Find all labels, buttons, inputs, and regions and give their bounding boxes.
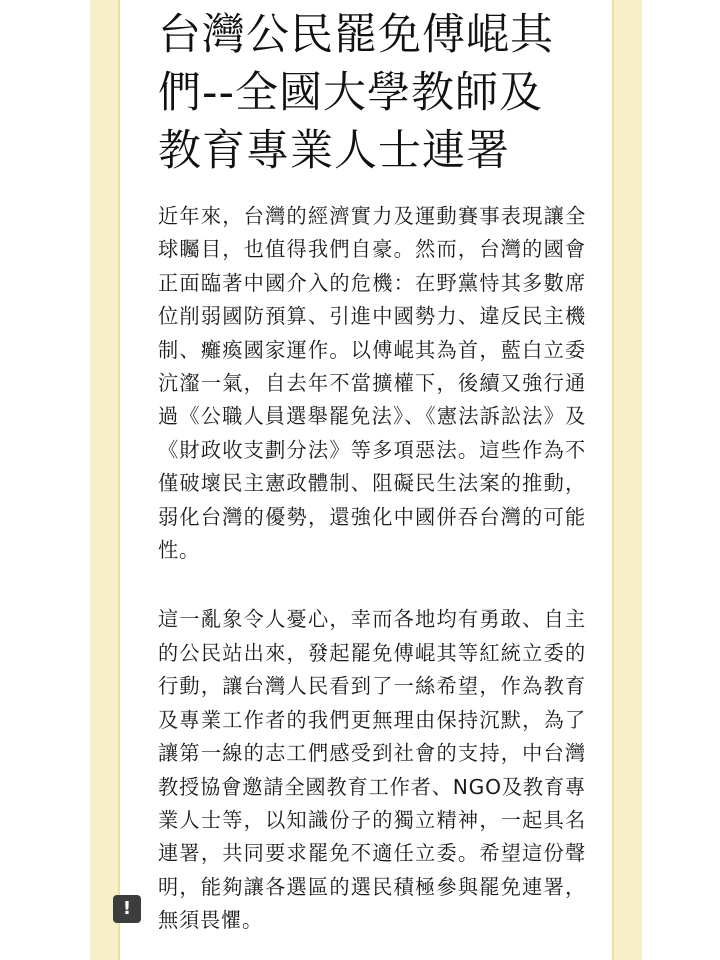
- article-title: 台灣公民罷免傅崐其們--全國大學教師及教育專業人士連署: [158, 10, 554, 176]
- article-paragraph-1: 近年來，台灣的經濟實力及運動賽事表現讓全球矚目，也值得我們自豪。然而，台灣的國會正面臨著中國介入的危機：在野黨恃其多數席位削弱國防預算、引進中國勢力、違反民主機制、癱瘓國家運作。以傅崐其為首，藍白立委沆瀣一氣，自去年不當擴權下，後續又強行通過《公職人員選舉罷免法》、《憲法訴訟法》及《財政收支劃分法》等多項惡法。這些作為不僅破壞民主憲政體制、阻礙民生法案的推動，弱化台灣的優勢，還強化中國併吞台灣的可能性。: [158, 204, 586, 563]
- left-side-band: [90, 0, 120, 960]
- exclamation-icon: !: [122, 898, 132, 919]
- article-paragraph-2: 這一亂象令人憂心，幸而各地均有勇敢、自主的公民站出來，發起罷免傅崐其等紅統立委的行動，讓台灣人民看到了一絲希望，作為教育及專業工作者的我們更無理由保持沉默，為了讓第一線的志工們感受到社會的支持，中台灣教授協會邀請全國教育工作者、NGO及教育專業人士等，以知識份子的獨立精神，一起具名連署，共同要求罷免不適任立委。希望這份聲明，能夠讓各選區的選民積極參與罷免連署，無須畏懼。: [158, 607, 586, 933]
- report-exclamation-icon[interactable]: [113, 895, 141, 923]
- left-side-edge: [118, 0, 120, 960]
- right-side-band: [612, 0, 642, 960]
- right-side-edge: [612, 0, 614, 960]
- article-content: [158, 0, 586, 960]
